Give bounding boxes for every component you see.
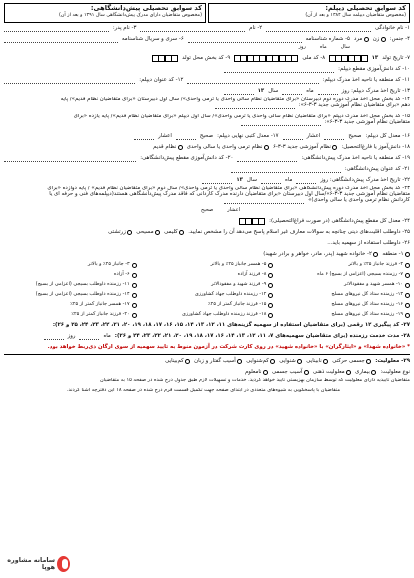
quota-option[interactable] — [277, 280, 410, 290]
row-gpa24 — [4, 216, 410, 227]
district-23-label-c: کاردانش نظام ترمی واحدی یا سالی واحدی)» — [308, 196, 410, 203]
radio-icon — [127, 230, 132, 235]
student-code-label: ۱۰- کد دانش‌آموزی مقطع دیپلم: — [338, 65, 410, 72]
birth-month-label: ماه — [319, 44, 327, 50]
row-district-23 — [4, 186, 410, 208]
gpa24-boxes[interactable] — [240, 218, 266, 225]
last-name-label: ۱- نام خانوادگی — [375, 24, 410, 31]
disability-option-label: نابینایی — [306, 357, 322, 364]
preuniversity-code-sub: (مخصوص متقاضیان دارای مدرک پیش‌دانشگاهی سال ۱۳۹۱ و بعد از آن) — [59, 13, 202, 19]
row-pre-date — [4, 175, 410, 186]
row-religion — [4, 227, 410, 238]
district-23-field[interactable] — [224, 198, 304, 204]
row-service — [4, 331, 410, 342]
radio-icon — [264, 145, 269, 150]
religion-option[interactable] — [136, 230, 160, 236]
quota-option-label: ۳- جانباز ۲۵٪ و بالاتر — [87, 261, 130, 268]
quota-option-label: ۶- آزاده — [113, 271, 130, 278]
radio-icon — [373, 252, 378, 257]
row-student-code — [4, 64, 410, 75]
radio-icon — [405, 283, 410, 288]
gpa24-labels — [4, 208, 240, 216]
radio-icon — [405, 313, 410, 318]
radio-icon — [268, 263, 273, 268]
row-pre-region — [4, 153, 410, 164]
gender-male[interactable] — [354, 37, 369, 43]
quota-option-label: ۴- فرزند جانباز ۲۵٪ و بالاتر — [348, 261, 403, 268]
gender-male-label: مرد — [353, 35, 363, 42]
gpa-dec-label: اعشار — [306, 132, 321, 139]
birth-date-boxes[interactable] — [329, 55, 367, 62]
service-day-label: روز — [67, 332, 76, 339]
quota-option[interactable] — [4, 290, 137, 300]
disability-option[interactable] — [313, 370, 351, 376]
radio-icon — [268, 283, 273, 288]
religion-label: ۲۵- داوطلب اقلیت‌های دینی چنانچه به سوالات معارف غیر اسلام پاسخ می‌دهد آن را مشخص نمایید. — [188, 228, 410, 235]
birth-year-prefix: ۱۳ — [371, 54, 379, 61]
disability-option-label: جسمی حرکتی — [332, 357, 365, 364]
id-serial-label: ۶- سری و سریال شناسنامه — [121, 35, 184, 42]
radio-icon — [366, 359, 371, 364]
gpa24-int-label: صحیح — [201, 207, 214, 213]
disability-option-label: معلولیت ذهنی — [312, 368, 345, 375]
quota-option[interactable] — [4, 270, 137, 280]
birth-day-label: روز — [298, 44, 306, 50]
pre-date-label: ۲۲- تاریخ اخذ مدرک پیش‌دانشگاهی: روز — [320, 176, 410, 183]
disability-option[interactable] — [355, 370, 376, 376]
radio-icon — [268, 293, 273, 298]
radio-icon — [132, 313, 137, 318]
quota-option[interactable] — [141, 270, 274, 280]
system-label: ۱۸- دانش‌آموز یا فارغ‌التحصیل: — [341, 143, 410, 150]
disability-option[interactable] — [332, 359, 371, 365]
footer-note-2: متقاضیان با پاسخگویی به شیوه‌های متعددی در ابتدای صفحه جهت تکمیل قسمت فرم درج شده در صفحه ۱۸ این دفترچه آشنا گردند. — [66, 388, 340, 393]
radio-icon — [323, 359, 328, 364]
father-name-field[interactable] — [4, 26, 109, 32]
logo-text: سامانه مشاوره هوپا — [7, 555, 56, 571]
footer-note-1: متقاضیان تأییدیه دارای معلولیت که توسط سازمان بهزیستی تایید خواهد گردید. خدمات و تسهیلات لازم طبق جدول درج شده در صفحه ۱۵ به متقاضیان — [99, 378, 410, 383]
pre-student-code-field[interactable] — [4, 156, 136, 162]
row-system — [4, 142, 410, 153]
disability-option[interactable] — [279, 359, 302, 365]
quota-option[interactable] — [141, 260, 274, 270]
tracking-label: ۲۷- کد پیگیری ۱۲ رقمی (برای متقاضیان استفاده از سهمیه گزینه‌های ۱۱، ۱۲، ۱۳، ۱۴، ۱۵، ۱۶، ۱۷، ۱۸، ۱۹، ۲۰، ۲۱، ۲۲، ۲۳، ۲۴، ۲۵ و ۲۶): — [52, 321, 410, 328]
radio-icon — [297, 359, 302, 364]
pre-day-field[interactable] — [296, 178, 316, 184]
birth-date-label: ۷- تاریخ تولد — [382, 54, 410, 61]
preuniversity-code-box[interactable] — [4, 3, 206, 23]
gender-female[interactable] — [373, 37, 386, 43]
father-name-label: ۳- نام پدر: — [112, 24, 137, 31]
quota-option-label: ۱۰- همسر شهید و مفقودالاثر — [344, 281, 403, 288]
disability-type-label: نوع معلولیت: — [380, 368, 410, 375]
system-old[interactable] — [153, 145, 183, 151]
quota-grid — [4, 260, 410, 320]
system-unit-label: نظام ترمی واحدی یا سالی واحدی — [186, 143, 263, 150]
service-month-field[interactable] — [79, 334, 99, 340]
disability-label: ۲۹- معلولیت: — [375, 357, 410, 364]
national-code-boxes[interactable] — [234, 55, 298, 62]
diploma-code-sub: (مخصوص متقاضیان دیپلمه سال ۱۳۸۴ و بعد از آن) — [305, 13, 406, 19]
final-gpa-label: ۱۷- معدل کتبی نهایی دیپلم: — [217, 132, 279, 139]
district-15-field[interactable] — [241, 120, 321, 126]
national-code-label: ۸- کد ملی — [302, 54, 326, 61]
quota-option[interactable] — [382, 252, 410, 258]
row-disability-2 — [4, 367, 410, 378]
quota-option[interactable] — [277, 300, 410, 310]
diploma-year-label: سال — [268, 87, 279, 94]
final-gpa-dec-label: اعشار — [158, 132, 172, 139]
disability-option-label: کم‌شنوایی — [246, 357, 269, 364]
quota-option[interactable] — [4, 300, 137, 310]
radio-icon — [371, 370, 376, 375]
radio-icon — [185, 359, 190, 364]
radio-icon — [178, 145, 183, 150]
diploma-year-prefix: ۱۳ — [257, 87, 265, 94]
service-label: ۲۸- مدت خدمت رزمنده (برای متقاضیان سهمیه‌های ۷، ۱۱، ۱۲، ۱۳، ۱۴، ۱۶، ۱۷، ۱۸، ۱۹، ۲۰، ۲۱، ۲۲، ۲۳، ۲۴ و ۲۶): — [114, 332, 410, 339]
quota-option[interactable] — [141, 300, 274, 310]
radio-icon — [263, 370, 268, 375]
id-serial-field[interactable] — [4, 37, 118, 43]
pre-region-label: ۱۹- کد منطقه یا ناحیه اخذ مدرک پیش‌دانشگاهی: — [301, 154, 410, 161]
radio-icon — [405, 273, 410, 278]
row-names — [4, 23, 410, 34]
disability-option[interactable] — [246, 359, 275, 365]
pre-month-label: ماه — [285, 176, 293, 183]
quota-option-label: ۱۷- همسر جانباز کمتر از ۲۵٪ — [70, 301, 130, 308]
quota-option-label: ۱۲- رزمنده داوطلب جهاد کشاورزی — [194, 291, 267, 298]
system-new-label: نظام آموزشی جدید ۳-۳-۶ — [272, 143, 331, 150]
quota-option-label: ۵- همسر جانباز ۲۵٪ و بالاتر — [210, 261, 267, 268]
quota-option[interactable] — [277, 260, 410, 270]
diploma-day-field[interactable] — [318, 89, 338, 95]
row-district-15 — [4, 114, 410, 131]
pre-year-field[interactable] — [202, 178, 232, 184]
quota-option-label: ۷- رزمنده بسیجی (اعزامی از بسیج) ۶ ماه — [317, 271, 403, 278]
radio-icon — [346, 370, 351, 375]
quota-option-label: ۱۶- رزمنده ستاد کل نیروهای مسلح — [331, 301, 403, 308]
disability-option-label: آسیب جسمی — [272, 368, 303, 375]
quota-option-label: ۱۳- رزمنده ستاد کل نیروهای مسلح — [331, 291, 403, 298]
logo-icon — [57, 556, 70, 572]
religion-option-label: کلیمی — [164, 228, 178, 235]
radio-icon — [155, 230, 160, 235]
religion-option-label: مسیحی — [136, 228, 154, 235]
radio-icon — [270, 359, 275, 364]
district-14-label-b: دهم «برای متقاضیان نظام آموزشی جدید ۳-۳-۶»: — [298, 101, 410, 108]
id-number-label: ۵- شماره شناسنامه — [305, 35, 350, 42]
row-quota-top — [4, 249, 410, 260]
quota-option[interactable] — [141, 290, 274, 300]
quota-option[interactable] — [277, 270, 410, 280]
disability-option-label: کم‌بینایی — [165, 357, 184, 364]
student-code-field[interactable] — [224, 67, 334, 73]
row-disability — [4, 356, 410, 367]
district-14-label: ۱۴- کد بخش محل اخذ مدرک دوره دوم دبیرستان «برای متقاضیان نظام سالی واحدی یا ترمی واحدی»/ سال اول دبیرستان «برای متقاضیان نظام قدیم»/ پایه — [60, 97, 410, 102]
row-red-note — [4, 342, 410, 353]
religion-option-label: زرتشتی — [108, 228, 126, 235]
district-14-field[interactable] — [215, 103, 295, 109]
system-unit[interactable] — [187, 145, 269, 151]
disability-option-label: شنوایی — [279, 357, 296, 364]
quota-option[interactable] — [141, 280, 274, 290]
radio-icon — [332, 145, 337, 150]
first-name-label: ۲- نام — [249, 24, 263, 31]
quota-option-label: ۹- فرزند شهید و مفقودالاثر — [211, 281, 267, 288]
disability-option[interactable] — [194, 359, 242, 365]
quota-label: ۲۶- داوطلب استفاده از سهمیه باید... — [327, 239, 410, 246]
diploma-region-field[interactable] — [187, 78, 318, 84]
district-23-label-b: متقاضیان نظام آموزشی جدید ۳-۳-۶»/سال اول دبیرستان «برای متقاضیان دارنده مدرک کاردانی که فاقد مدرک پیش‌دانشگاهی هستند(دیپلمه‌های فنی و حرفه ای یا — [49, 190, 410, 197]
gpa-int-label: صحیح — [348, 132, 362, 139]
quota-option-label: ۱۸- فرزند رزمنده داوطلب جهاد کشاورزی — [182, 311, 267, 318]
radio-icon — [268, 273, 273, 278]
final-gpa-dec-field[interactable] — [134, 134, 154, 140]
pre-year-prefix: ۱۳ — [236, 176, 243, 183]
header — [4, 3, 410, 23]
quota-option-label: ۱۴- رزمنده داوطلب بسیجی (اعزامی از بسیج) — [35, 291, 130, 298]
radio-icon — [304, 370, 309, 375]
disability-option[interactable] — [165, 359, 190, 365]
radio-icon — [237, 359, 242, 364]
quota-option-label: ۸- فرزند آزاده — [237, 271, 267, 278]
radio-icon — [132, 283, 137, 288]
birth-year-label: سال — [340, 44, 350, 50]
disability-option[interactable] — [306, 359, 328, 365]
row-quota-head — [4, 238, 410, 249]
service-month-label: ماه — [103, 332, 111, 339]
birth-district-boxes[interactable] — [153, 55, 179, 62]
radio-icon — [381, 37, 386, 42]
pre-student-code-label: ۲۰- کد دانش‌آموزی مقطع پیش‌دانشگاهی: — [140, 154, 234, 161]
row-birth — [4, 53, 410, 64]
diploma-region-label: ۱۱- کد منطقه یا ناحیه اخذ مدرک دیپلم: — [322, 76, 410, 83]
diploma-month-label: ماه — [306, 87, 314, 94]
service-day-field[interactable] — [44, 334, 64, 340]
quota-note: * «خانواده شهدا» و «ایثارگران» با «خانواده شهید» در روی کارت شرکت در آزمون منوط به تایید سهمیه از سوی ارگان ذی‌ربط خواهد بود. — [47, 343, 410, 350]
disability-option-label: آسیب گفتار و زبان — [194, 357, 236, 364]
row-pre-title — [4, 164, 410, 175]
radio-icon — [179, 230, 184, 235]
radio-icon — [405, 293, 410, 298]
diploma-title-label: ۱۲- کد عنوان دیپلم: — [139, 76, 184, 83]
district-15-label: ۱۵- کد بخش محل اخذ مدرک دیپلم «برای متقاضیان نظام سالی واحدی یا ترمی واحدی»/ سال اول دیپلم «برای متقاضیان نظام قدیم»/ پایه یازده «برای — [73, 114, 410, 119]
diploma-title-field[interactable] — [4, 78, 135, 84]
gpa-int-field[interactable] — [324, 134, 344, 140]
radio-icon — [268, 313, 273, 318]
quota-option[interactable] — [277, 290, 410, 300]
quota-option[interactable] — [141, 310, 274, 320]
row-tracking — [4, 320, 410, 331]
pre-title-label: ۲۱- کد عنوان پیش‌دانشگاهی: — [344, 165, 410, 172]
row-diploma-date — [4, 86, 410, 97]
gender-label: ۴- جنس: — [389, 35, 410, 42]
date-labels — [4, 45, 350, 53]
quota-option-label: ۲- خانواده شهید (پدر، مادر، خواهر و برادر شهید) — [263, 250, 372, 257]
pre-title-field[interactable] — [231, 167, 341, 173]
radio-icon — [364, 37, 369, 42]
quota-option[interactable] — [277, 310, 410, 320]
id-number-field[interactable] — [188, 37, 302, 43]
diploma-code-box[interactable] — [208, 3, 410, 23]
hoopa-logo — [4, 552, 70, 576]
radio-icon — [132, 273, 137, 278]
gpa24-label: ۲۴- معدل کل مقطع پیش‌دانشگاهی (در صورت فراغ‌التحصیلی): — [269, 217, 410, 224]
quota-option[interactable] — [4, 280, 137, 290]
disability-option[interactable] — [272, 370, 309, 376]
diploma-code-title: کد سوابق تحصیلی دیپلم: — [325, 4, 406, 12]
quota-option[interactable] — [4, 310, 137, 320]
preuniversity-code-title: کد سوابق تحصیلی پیش‌دانشگاهی: — [90, 4, 202, 12]
radio-icon — [132, 303, 137, 308]
radio-icon — [405, 303, 410, 308]
row-district-14 — [4, 97, 410, 114]
diploma-year-field[interactable] — [224, 89, 254, 95]
district-23-label: ۲۳- کد بخش محل اخذ مدرک دوره پیش‌دانشگاهی «برای متقاضیان نظام سالی واحدی یا ترمی واحدی»/ سال دوم «برای متقاضیان نظام قدیم» / پایه دوازده «برای — [47, 186, 410, 191]
gpa-label: ۱۶- معدل کل دیپلم: — [365, 132, 410, 139]
religion-option[interactable] — [164, 230, 184, 236]
gpa24-dec-label: اعشار — [227, 207, 240, 213]
quota-option-label: ۱۱- رزمنده داوطلب بسیجی (اعزامی از بسیج) — [35, 281, 130, 288]
disability-option[interactable] — [245, 370, 268, 376]
last-name-field[interactable] — [266, 26, 371, 32]
row-diploma-region — [4, 75, 410, 86]
radio-icon — [132, 263, 137, 268]
quota-option[interactable] — [263, 252, 378, 258]
final-gpa-int-label: صحیح — [199, 132, 214, 139]
system-old-label: نظام قدیم — [153, 143, 177, 150]
radio-icon — [268, 303, 273, 308]
pre-region-field[interactable] — [237, 156, 297, 162]
radio-icon — [405, 263, 410, 268]
pre-year-label: سال — [246, 176, 257, 183]
quota-option[interactable] — [4, 260, 137, 270]
diploma-month-field[interactable] — [282, 89, 302, 95]
quota-option-label: ۱۹- رزمنده ستاد کل نیروهای مسلح — [331, 311, 403, 318]
divider — [4, 354, 410, 355]
system-new[interactable] — [273, 145, 337, 151]
radio-icon — [132, 293, 137, 298]
quota-option-label: ۲۰- فرزند جانباز کمتر از ۲۵٪ — [71, 311, 130, 318]
disability-option-label: بیماری — [355, 368, 370, 375]
row-gpa — [4, 131, 410, 142]
diploma-date-label: ۱۳- تاریخ اخذ مدرک دیپلم: روز — [341, 87, 410, 94]
gender-female-label: زن — [372, 35, 380, 42]
quota-option-label: ۱- منطقه — [382, 250, 404, 257]
religion-option[interactable] — [108, 230, 132, 236]
disability-option-label: نامعلوم — [244, 368, 262, 375]
first-name-field[interactable] — [140, 26, 245, 32]
birth-district-label: ۹- کد بخش محل تولد — [182, 54, 231, 61]
radio-icon — [405, 252, 410, 257]
district-15-label-b: متقاضیان نظام آموزشی جدید ۳-۳-۶»: — [324, 118, 410, 125]
pre-month-field[interactable] — [261, 178, 281, 184]
gpa-dec-field[interactable] — [283, 134, 303, 140]
quota-option-label: ۱۵- فرزند جانباز کمتر از ۲۵٪ — [208, 301, 267, 308]
final-gpa-int-field[interactable] — [176, 134, 196, 140]
